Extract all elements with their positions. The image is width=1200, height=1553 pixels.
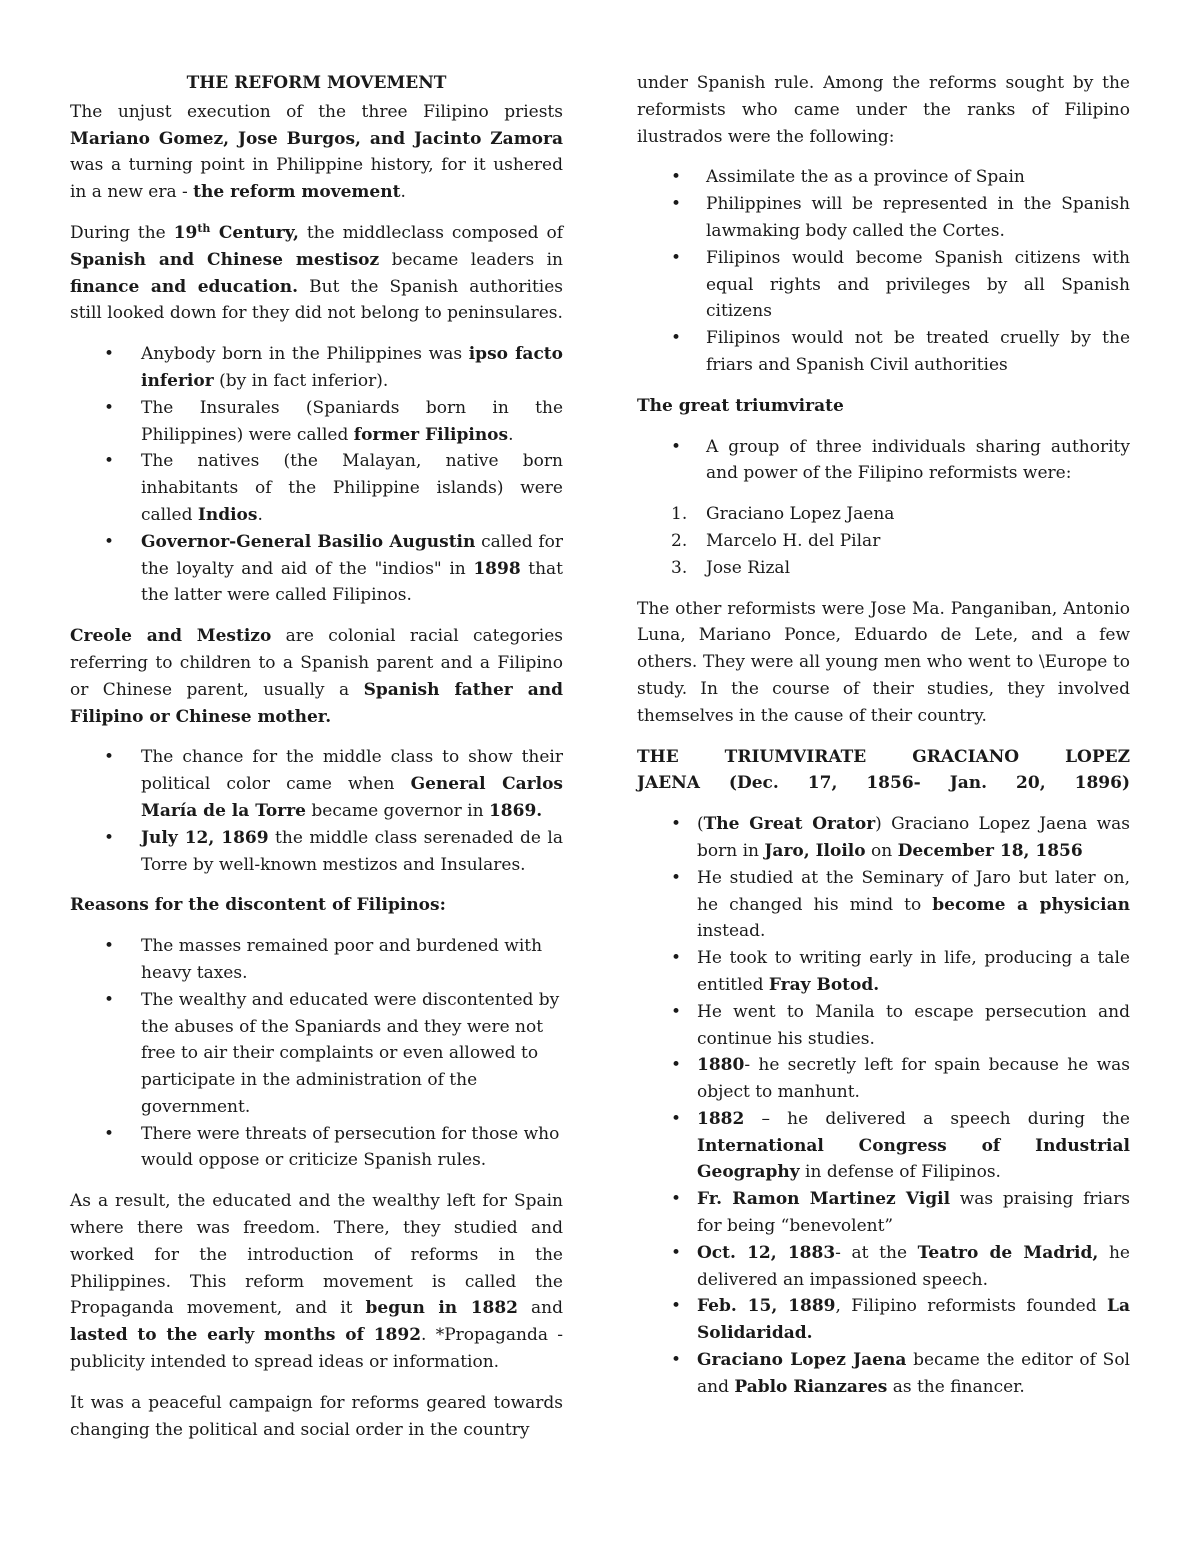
text-run: ( [697,814,704,835]
bold-run: 1869. [488,800,543,821]
bold-run: 1898 [473,558,521,579]
left-column [70,70,563,1457]
text-run: in defense of Filipinos. [799,1162,1001,1183]
list-item [70,744,563,824]
text-run: became leaders in [379,249,563,270]
text-run: - at the [835,1242,918,1263]
bold-run: Spanish and Chinese mestisoz [70,249,380,270]
section-heading-discontent: Reasons for the discontent of Filipinos: [70,895,446,916]
bold-run: December 18, 1856 [897,840,1083,861]
list-item: • The wealthy and educated were discontented by the abuses of the Spaniards and they were not free to air their complaints or even allowed to participate in the administration of the government. [70,987,563,1121]
bold-run: Spanish father and Filipino or Chinese mother. [70,679,563,727]
bold-run: lasted to the early months of 1892 [70,1325,422,1346]
century-paragraph [70,220,563,327]
text-run: as the financer. [887,1376,1025,1397]
text-run: on [865,840,898,861]
list-item: • A group of three individuals sharing authority and power of the Filipino reformists were: [637,434,1130,488]
list-item [637,999,1130,1053]
text-run: are colonial racial categories referring to children to a Spanish parent and a Filipino or Chinese parent, usually a [70,626,563,700]
bullet-list-classes [70,341,563,609]
page-title: THE REFORM MOVEMENT [186,73,447,93]
bullet-list-reforms [637,164,1130,378]
list-item [637,1186,1130,1240]
campaign-paragraph: It was a peaceful campaign for reforms geared towards changing the political and social order in the country [70,1392,563,1440]
text-run: . [400,182,406,203]
reforms-paragraph: under Spanish rule. Among the reforms sought by the reformists who came under the ranks of Filipino ilustrados were the following: [637,73,1130,147]
bold-run: Mariano Gomez, Jose Burgos, and Jacinto Zamora [70,128,563,149]
list-item [637,555,1130,582]
bullet-list-jaena [637,811,1130,1401]
bold-run: finance and education. [70,276,299,297]
propaganda-paragraph [70,1188,563,1376]
bold-run: Pablo Rianzares [734,1376,888,1397]
bold-run: General Carlos María de la Torre [141,774,563,821]
numbered-list-triumvirate [637,501,1130,581]
list-number: 1. [671,504,688,525]
text-run: But the Spanish authorities still looked down for they did not belong to peninsulares. [70,276,564,324]
text-run: became the editor of Sol and [697,1350,1130,1397]
bold-run: International Congress of Industrial Geography [697,1135,1130,1183]
other-reformists-paragraph: The other reformists were Jose Ma. Panganiban, Antonio Luna, Mariano Ponce, Eduardo de Lete, and a few others. They were all young men who went to \Europe to study. In the course of their studies, they involved themselves in the cause of their country. [637,598,1130,726]
bold-run: Graciano Lopez Jaena [697,1350,907,1371]
text-run: . [257,504,263,525]
bold-run: Fray Botod. [768,974,880,995]
bold-run: July 12, 1869 [141,827,269,848]
list-item [70,529,563,609]
text-run: – he delivered a speech during the [744,1108,1130,1129]
bold-run: Governor-General Basilio Augustin [141,531,476,552]
list-item [70,341,563,395]
text-run: (by in fact inferior). [213,370,389,391]
list-item [70,825,563,879]
text-run: During the [70,222,174,243]
text-run: instead. [697,921,766,942]
text-run: Marcelo H. del Pilar [706,530,881,551]
list-item: • There were threats of persecution for those who would oppose or criticize Spanish rules. [70,1121,563,1175]
list-item [637,811,1130,865]
list-item [637,1293,1130,1347]
list-item: • Filipinos would become Spanish citizens with equal rights and privileges by all Spanish citizens [637,245,1130,325]
list-item [637,528,1130,555]
text-run: As a result, the educated and the wealthy left for Spain where there was freedom. There, they studied and worked for the introduction of reforms in the Philippines. This reform movement is called the Propaganda movement, and it [70,1191,563,1319]
list-number: 3. [671,557,688,578]
list-item: • Filipinos would not be treated cruelly by the friars and Spanish Civil authorities [637,325,1130,379]
bullet-list-discontent [70,933,563,1174]
text-run: ) Graciano Lopez Jaena was born in [697,814,1131,861]
bullet-list-triumvirate [637,434,1130,488]
list-item [637,1106,1130,1186]
list-item [70,448,563,528]
list-item [637,1052,1130,1106]
text-run: was praising friars for being “benevolent” [697,1189,1130,1237]
text-run: and [518,1298,563,1319]
list-number: 2. [671,530,688,551]
text-run: - he secretly left for spain because he was object to manhunt. [697,1055,1130,1103]
text-run: He took to writing early in life, producing a tale entitled [697,948,1130,995]
bold-run: Teatro de Madrid, [917,1242,1099,1263]
bold-run: 19 [173,222,198,243]
list-item: • The masses remained poor and burdened with heavy taxes. [70,933,563,987]
text-run: The unjust execution of the three Filipino priests [70,101,563,122]
text-run: . [508,424,514,445]
bold-run: 1882 [697,1108,745,1129]
bold-run: Fr. Ramon Martinez Vigil [697,1189,951,1210]
text-run: became governor in [305,800,489,821]
bullet-list-middle-class [70,744,563,878]
bold-run: begun in 1882 [365,1298,519,1319]
section-heading-triumvirate: The great triumvirate [637,395,844,416]
bold-run: Creole and Mestizo [70,626,272,647]
text-run: The chance for the middle class to show their political color came when [141,747,563,795]
bold-run: The Great Orator [703,814,876,835]
list-item [637,1347,1130,1401]
list-item [637,501,1130,528]
list-item [70,395,563,449]
bold-run: the reform movement [193,182,401,203]
bold-run: La Solidaridad. [697,1296,1130,1344]
text-run: the middle class serenaded de la Torre by well-known mestizos and Insulares. [141,827,563,875]
text-run: He studied at the Seminary of Jaro but later on, he changed his mind to [697,867,1130,915]
list-item [637,865,1130,945]
heading-line: THE TRIUMVIRATE GRACIANO LOPEZ [637,746,1130,767]
bold-run: former Filipinos [353,424,509,445]
text-run: The natives (the Malayan, native born inhabitants of the Philippine islands) were called [141,451,563,525]
text-run: was a turning point in Philippine history, for it ushered in a new era - [70,155,563,203]
text-run: that the latter were called Filipinos. [141,558,563,606]
superscript: th [197,221,211,235]
heading-line: JAENA (Dec. 17, 1856- Jan. 20, 1896) [637,773,1130,794]
list-item: • Assimilate the as a province of Spain [637,164,1130,191]
bold-run: Century, [210,222,299,243]
list-item: • Philippines will be represented in the Spanish lawmaking body called the Cortes. [637,191,1130,245]
text-run: Jose Rizal [706,557,791,578]
bold-run: Jaro, Iloilo [764,840,866,861]
bold-run: 1880 [697,1055,745,1076]
bold-run: ipso facto inferior [141,344,563,391]
bold-run: Oct. 12, 1883 [697,1242,836,1263]
text-run: Anybody born in the Philippines was [141,344,469,365]
text-run: called for the loyalty and aid of the "indios" in [141,531,564,579]
text-run: He went to Manila to escape persecution and continue his studies. [697,1001,1130,1049]
list-item [637,945,1130,999]
text-run: . *Propaganda - publicity intended to spread ideas or information. [70,1325,563,1373]
right-column [637,70,1130,1415]
text-run: the middleclass composed of [298,222,563,243]
text-run: The Insurales (Spaniards born in the Philippines) were called [141,397,563,445]
text-run: Graciano Lopez Jaena [706,504,895,525]
bold-run: Indios [197,504,258,525]
creole-paragraph [70,623,563,730]
bold-run: become a physician [932,894,1130,915]
text-run: , Filipino reformists founded [835,1296,1108,1317]
list-item [637,1240,1130,1294]
bold-run: Feb. 15, 1889 [697,1296,836,1317]
section-heading-jaena [637,744,1130,798]
text-run: he delivered an impassioned speech. [697,1242,1130,1290]
intro-paragraph [70,99,563,206]
